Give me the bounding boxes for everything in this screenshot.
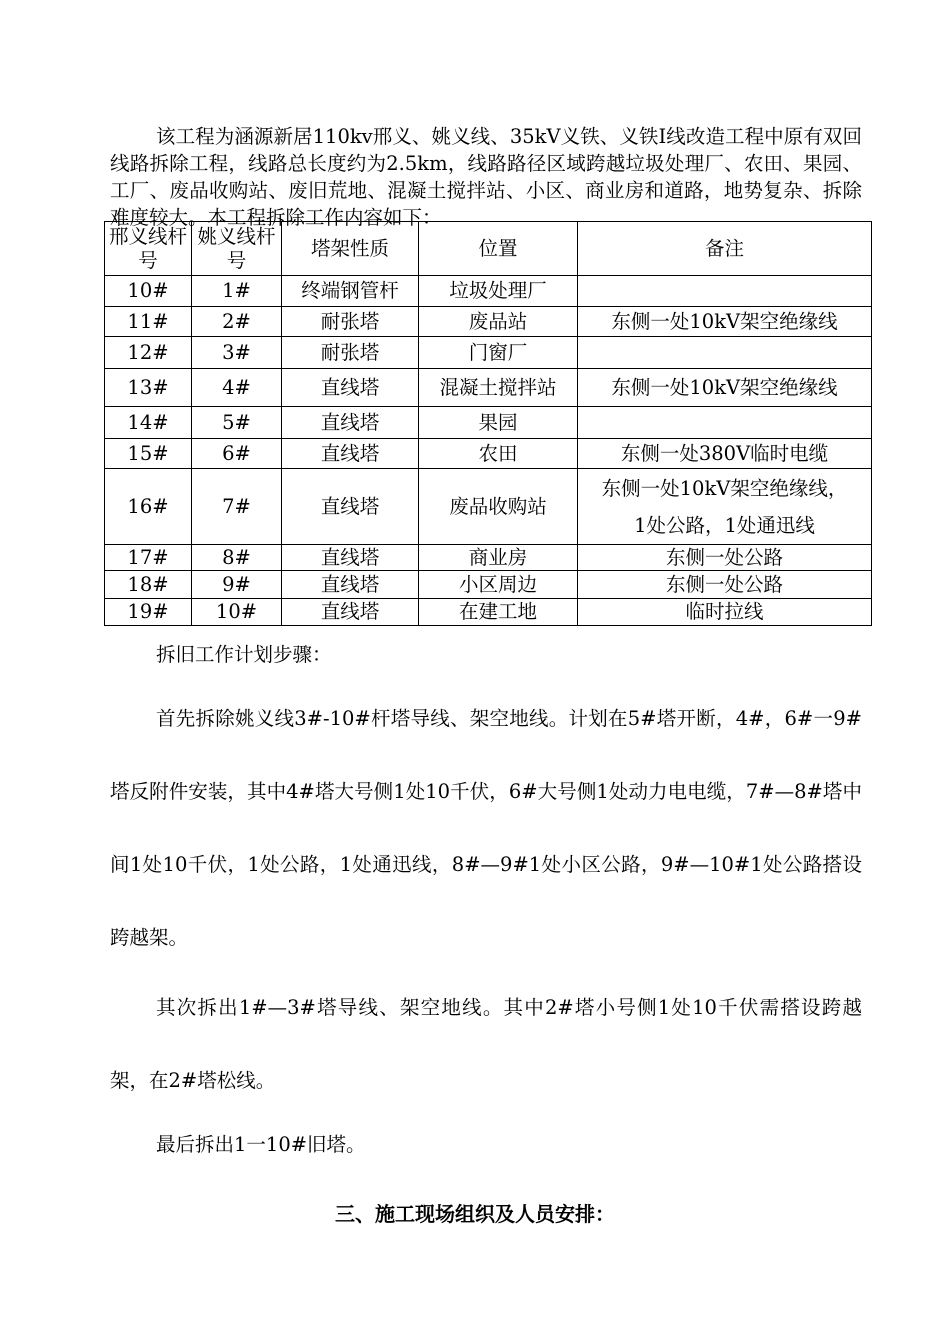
- cell-location: 废品收购站: [419, 469, 578, 545]
- cell-type: 直线塔: [282, 439, 419, 469]
- cell-remark: 东侧一处380V临时电缆: [578, 439, 872, 469]
- header-xingyi-pole: 邢义线杆号: [105, 222, 192, 276]
- cell-location: 在建工地: [419, 599, 578, 626]
- table-row: [105, 407, 872, 439]
- cell-remark: 临时拉线: [578, 599, 872, 626]
- table-row: [105, 439, 872, 469]
- cell-xingyi: 14#: [105, 407, 192, 439]
- table-row: [105, 545, 872, 571]
- step-2-paragraph: 其次拆出1#—3#塔导线、架空地线。其中2#塔小号侧1处10千伏需搭设跨越架，在2#塔松线。: [110, 996, 862, 1092]
- cell-yaoyi: 3#: [192, 337, 282, 369]
- cell-yaoyi: 6#: [192, 439, 282, 469]
- cell-yaoyi: 8#: [192, 545, 282, 571]
- cell-remark: 东侧一处10kV架空绝缘线: [578, 369, 872, 407]
- cell-type: 直线塔: [282, 407, 419, 439]
- header-tower-type: 塔架性质: [282, 222, 419, 276]
- cell-xingyi: 18#: [105, 571, 192, 599]
- cell-yaoyi: 9#: [192, 571, 282, 599]
- section-heading: 三、施工现场组织及人员安排：: [335, 1202, 615, 1226]
- cell-location: 混凝土搅拌站: [419, 369, 578, 407]
- cell-yaoyi: 2#: [192, 307, 282, 337]
- cell-location: 废品站: [419, 307, 578, 337]
- table-row: [105, 469, 872, 545]
- cell-xingyi: 17#: [105, 545, 192, 571]
- cell-type: 耐张塔: [282, 307, 419, 337]
- header-remarks: 备注: [578, 222, 872, 276]
- cell-xingyi: 16#: [105, 469, 192, 545]
- cell-remark: [578, 337, 872, 369]
- cell-location: 垃圾处理厂: [419, 276, 578, 307]
- cell-yaoyi: 10#: [192, 599, 282, 626]
- cell-remark: [578, 407, 872, 439]
- cell-yaoyi: 5#: [192, 407, 282, 439]
- table-row: [105, 571, 872, 599]
- step-1-paragraph: 首先拆除姚义线3#-10#杆塔导线、架空地线。计划在5#塔开断，4#，6#一9#塔反附件安装，其中4#塔大号侧1处10千伏，6#大号侧1处动力电电缆，7#—8#塔中间1处10千伏，1处公路，1处通迅线，8#—9#1处小区公路，9#—10#1处公路搭设跨越架。: [110, 707, 862, 949]
- table-row: [105, 307, 872, 337]
- cell-xingyi: 19#: [105, 599, 192, 626]
- table-row: [105, 337, 872, 369]
- cell-remark: [578, 276, 872, 307]
- header-yaoyi-pole: 姚义线杆号: [192, 222, 282, 276]
- table-row: [105, 369, 872, 407]
- table-row: [105, 276, 872, 307]
- cell-location: 农田: [419, 439, 578, 469]
- cell-remark: 东侧一处10kV架空绝缘线: [578, 307, 872, 337]
- cell-location: 商业房: [419, 545, 578, 571]
- cell-yaoyi: 4#: [192, 369, 282, 407]
- cell-remark: 东侧一处10kV架空绝缘线，1处公路，1处通迅线: [578, 469, 872, 545]
- header-location: 位置: [419, 222, 578, 276]
- cell-type: 直线塔: [282, 571, 419, 599]
- cell-remark: 东侧一处公路: [578, 545, 872, 571]
- cell-xingyi: 13#: [105, 369, 192, 407]
- cell-location: 小区周边: [419, 571, 578, 599]
- cell-type: 直线塔: [282, 599, 419, 626]
- cell-type: 耐张塔: [282, 337, 419, 369]
- cell-type: 直线塔: [282, 469, 419, 545]
- tower-table: [104, 221, 872, 626]
- cell-yaoyi: 1#: [192, 276, 282, 307]
- cell-type: 直线塔: [282, 369, 419, 407]
- cell-xingyi: 11#: [105, 307, 192, 337]
- plan-title: 拆旧工作计划步骤：: [156, 643, 332, 666]
- cell-location: 门窗厂: [419, 337, 578, 369]
- cell-type: 直线塔: [282, 545, 419, 571]
- cell-xingyi: 15#: [105, 439, 192, 469]
- intro-paragraph: 该工程为涵源新居110kv邢义、姚义线、35kV义铁、义铁Ⅰ线改造工程中原有双回线路拆除工程，线路总长度约为2.5km，线路路径区域跨越垃圾处理厂、农田、果园、工厂、废品收购站、废旧荒地、混凝土搅拌站、小区、商业房和道路，地势复杂、拆除难度较大。本工程拆除工作内容如下：: [110, 125, 862, 229]
- cell-xingyi: 10#: [105, 276, 192, 307]
- table-header-row: [105, 222, 872, 276]
- cell-xingyi: 12#: [105, 337, 192, 369]
- cell-remark: 东侧一处公路: [578, 571, 872, 599]
- cell-type: 终端钢管杆: [282, 276, 419, 307]
- step-3-paragraph: 最后拆出1一10#旧塔。: [156, 1133, 366, 1156]
- cell-yaoyi: 7#: [192, 469, 282, 545]
- cell-location: 果园: [419, 407, 578, 439]
